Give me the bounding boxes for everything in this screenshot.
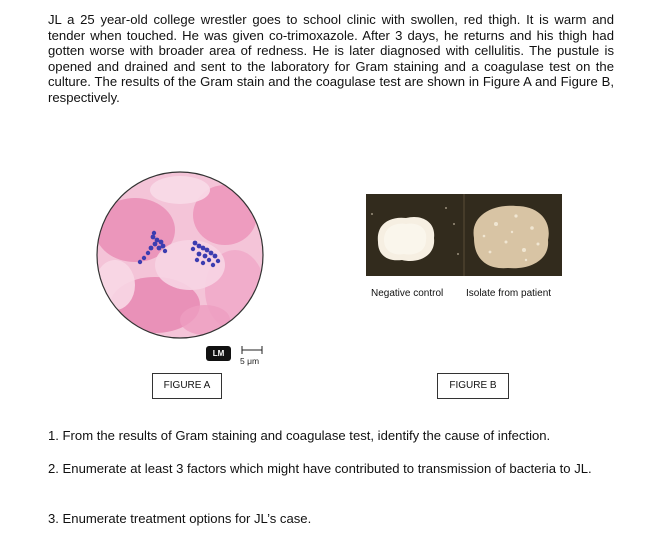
caption-isolate-from-patient: Isolate from patient bbox=[466, 288, 552, 299]
scale-label: 5 μm bbox=[240, 356, 260, 366]
coagulase-test-photo bbox=[366, 194, 562, 276]
gram-stain-micrograph bbox=[95, 170, 265, 340]
lm-badge: LM bbox=[206, 346, 231, 361]
question-2: 2. Enumerate at least 3 factors which might have contributed to transmission of bacteria to JL. bbox=[48, 461, 592, 476]
question-3: 3. Enumerate treatment options for JL’s case. bbox=[48, 511, 312, 526]
caption-negative-control: Negative control bbox=[371, 288, 444, 299]
figure-a-label: FIGURE A bbox=[152, 373, 222, 399]
figure-b-label: FIGURE B bbox=[437, 373, 509, 399]
case-description: JL a 25 year-old college wrestler goes to school clinic with swollen, red thigh. It is warm and tender when touched. He was given co-trimoxazole. After 3 days, he returns and his thigh had gotten worse with broader area of redness. He is later diagnosed with cellulitis. The pustule is opened and drained and sent to the laboratory for Gram staining and a coagulase test on the culture. The results of the Gram stain and the coagulase test are shown in Figure A and Figure B, respectively. bbox=[48, 12, 614, 105]
question-1: 1. From the results of Gram staining and coagulase test, identify the cause of infection. bbox=[48, 428, 551, 443]
